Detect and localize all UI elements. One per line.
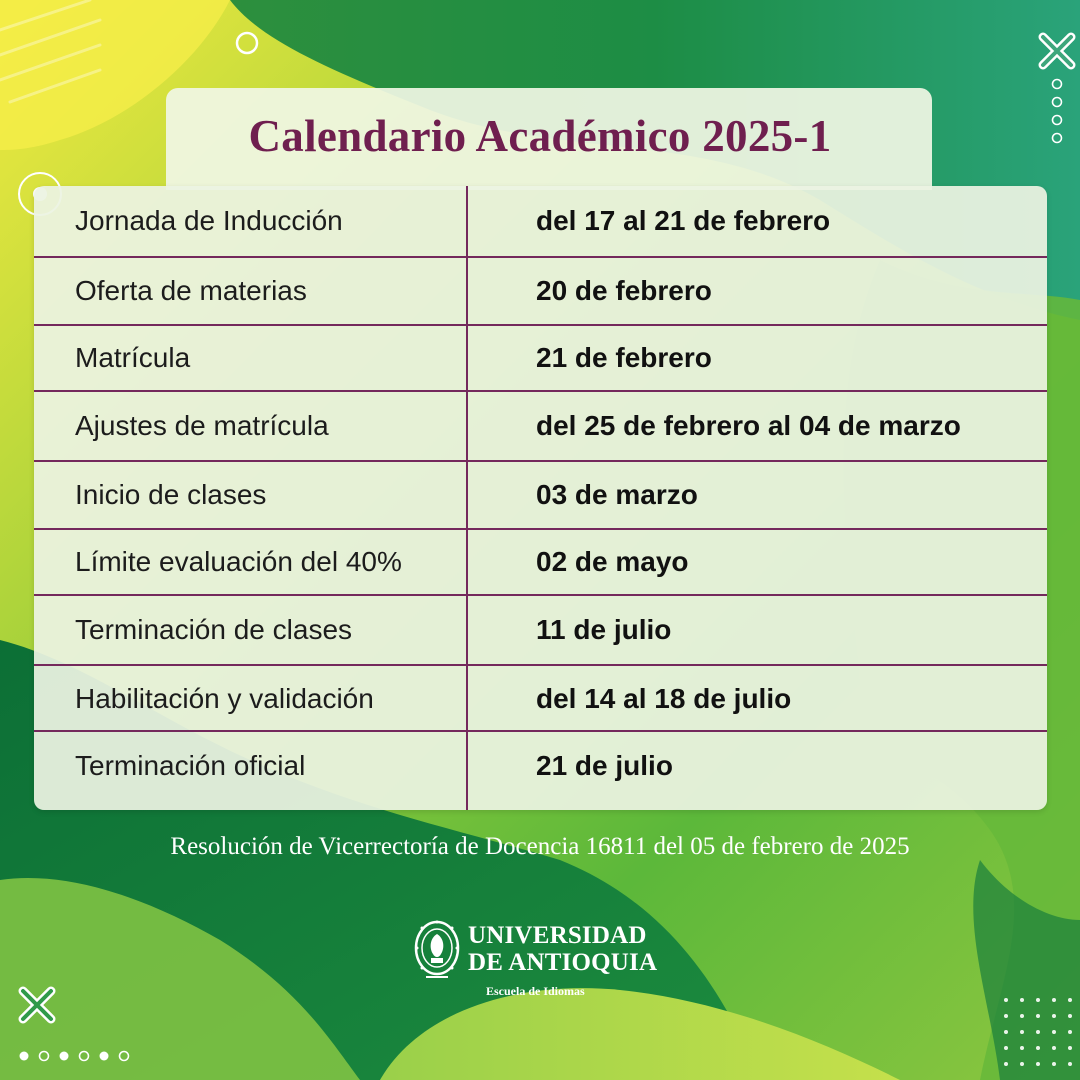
row-label: Matrícula: [75, 342, 191, 373]
row-date: del 14 al 18 de julio: [536, 683, 792, 714]
table-row: [34, 594, 1047, 664]
university-logo: [414, 918, 674, 1000]
table-row: [34, 324, 1047, 390]
table-row: [34, 528, 1047, 594]
close-x-icon: [18, 986, 56, 1024]
row-label: Oferta de materias: [75, 275, 307, 306]
row-date: 02 de mayo: [536, 546, 689, 577]
dot-icon: [1000, 996, 1080, 1080]
close-x-icon: [1038, 32, 1076, 70]
row-date: del 17 al 21 de febrero: [536, 205, 831, 236]
row-date: 03 de marzo: [536, 479, 698, 510]
row-date: del 25 de febrero al 04 de marzo: [536, 410, 961, 441]
table-row: [34, 256, 1047, 324]
row-label: Terminación oficial: [75, 750, 306, 781]
table-row: [34, 664, 1047, 732]
row-date: 20 de febrero: [536, 275, 712, 306]
row-label: Inicio de clases: [75, 479, 267, 510]
ring-icon: [234, 30, 260, 56]
row-date: 21 de febrero: [536, 342, 712, 373]
school-name: Escuela de Idiomas: [486, 984, 585, 998]
resolution-note: Resolución de Vicerrectoría de Docencia 16811 del 05 de febrero de 2025: [170, 833, 910, 860]
university-name: [468, 922, 657, 976]
page-title: Calendario Académico 2025-1: [248, 111, 832, 161]
row-date: 11 de julio: [536, 614, 672, 645]
row-label: Jornada de Inducción: [75, 205, 343, 236]
table-row: [34, 460, 1047, 528]
table-row: [34, 390, 1047, 460]
row-label: Ajustes de matrícula: [75, 410, 329, 441]
row-label: Terminación de clases: [75, 614, 353, 645]
row-date: 21 de julio: [536, 750, 673, 781]
dot-icon: [16, 1046, 140, 1066]
university-name-line2: DE ANTIOQUIA: [468, 949, 658, 976]
row-label: Límite evaluación del 40%: [75, 546, 402, 577]
seal-icon: [414, 920, 460, 980]
column-divider: [466, 186, 468, 810]
row-label: Habilitación y validación: [75, 683, 374, 714]
university-name-line1: UNIVERSIDAD: [468, 922, 647, 949]
calendar-table: [34, 186, 1047, 810]
table-row: [34, 730, 1047, 800]
table-row: [34, 186, 1047, 256]
